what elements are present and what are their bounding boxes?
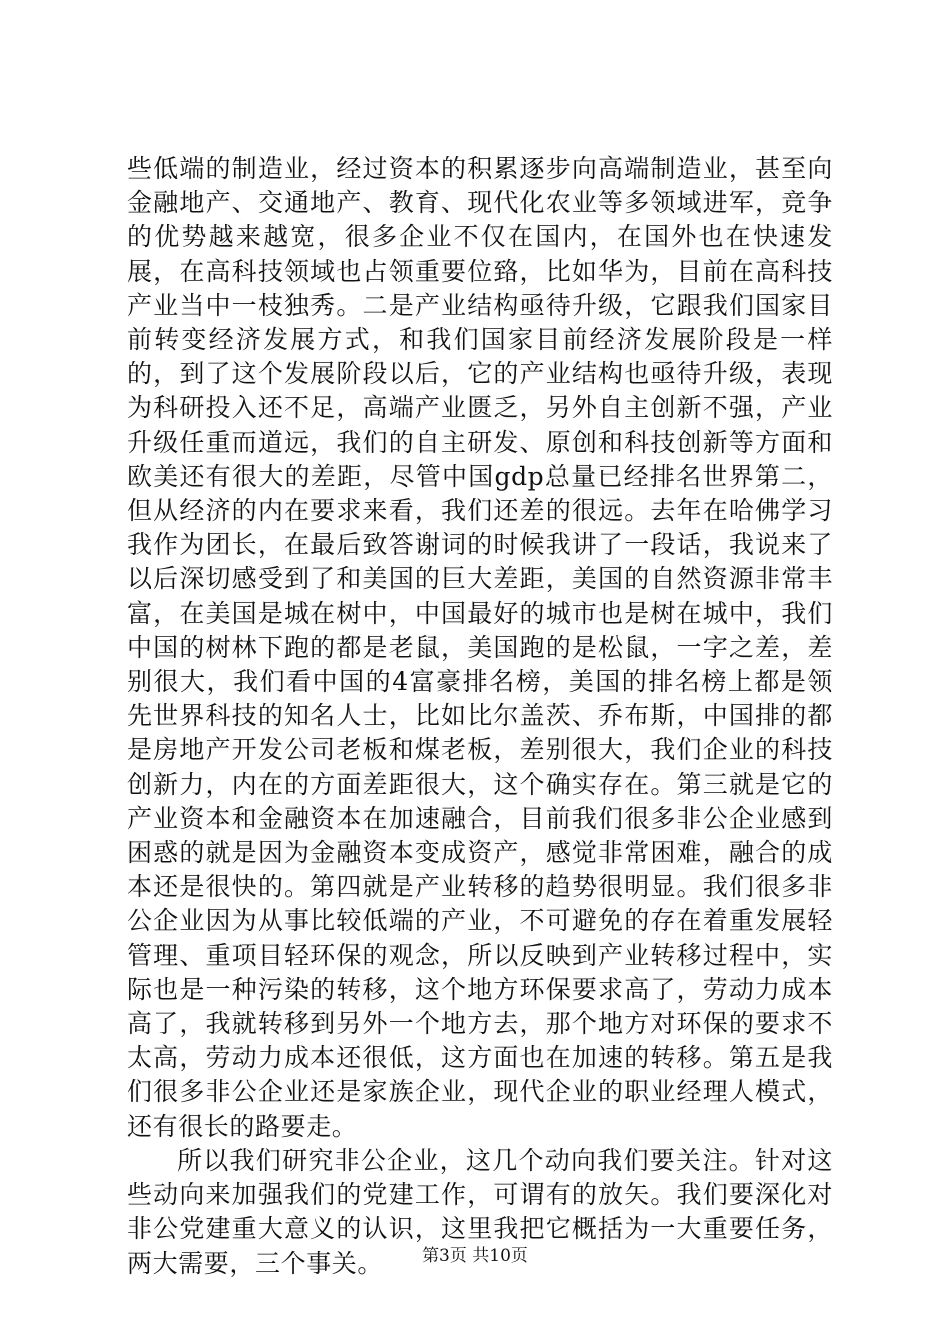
document-body [127,152,833,1281]
paragraph-conclusion: 所以我们研究非公企业，这几个动向我们要关注。针对这些动向来加强我们的党建工作，可谓有的放矢。我们要深化对非公党建重大意义的认识，这里我把它概括为一大重要任务，两大需要，三个事关。 [127,1145,833,1278]
paragraph-continued: 些低端的制造业，经过资本的积累逐步向高端制造业，甚至向金融地产、交通地产、教育、现代化农业等多领域进军，竞争的优势越来越宽，很多企业不仅在国内，在国外也在快速发展，在高科技领域也占领重要位臵，比如华为，目前在高科技产业当中一枝独秀。二是产业结构亟待升级，它跟我们国家目前转变经济发展方式，和我们国家目前经济发展阶段是一样的，到了这个发展阶段以后，它的产业结构也亟待升级，表现为科研投入还不足，高端产业匮乏，另外自主创新不强，产业升级任重而道远，我们的自主研发、原创和科技创新等方面和欧美还有很大的差距，尽管中国gdp总量已经排名世界第二，但从经济的内在要求来看，我们还差的很远。去年在哈佛学习我作为团长，在最后致答谢词的时候我讲了一段话，我说来了以后深切感受到了和美国的巨大差距，美国的自然资源非常丰富，在美国是城在树中，中国最好的城市也是树在城中，我们中国的树林下跑的都是老鼠，美国跑的是松鼠，一字之差，差别很大，我们看中国的4富豪排名榜，美国的排名榜上都是领先世界科技的知名人士，比如比尔盖茨、乔布斯，中国排的都是房地产开发公司老板和煤老板，差别很大，我们企业的科技创新力，内在的方面差距很大，这个确实存在。第三就是它的产业资本和金融资本在加速融合，目前我们很多非公企业感到困惑的就是因为金融资本变成资产，感觉非常困难，融合的成本还是很快的。第四就是产业转移的趋势很明显。我们很多非公企业因为从事比较低端的产业，不可避免的存在着重发展轻管理、重项目轻环保的观念，所以反映到产业转移过程中，实际也是一种污染的转移，这个地方环保要求高了，劳动力成本高了，我就转移到另外一个地方去，那个地方对环保的要求不太高，劳动力成本还很低，这方面也在加速的转移。第五是我们很多非公企业还是家族企业，现代企业的职业经理人模式，还有很长的路要走。 [127,154,833,1141]
page-number-footer: 第3页 共10页 [422,1246,528,1266]
